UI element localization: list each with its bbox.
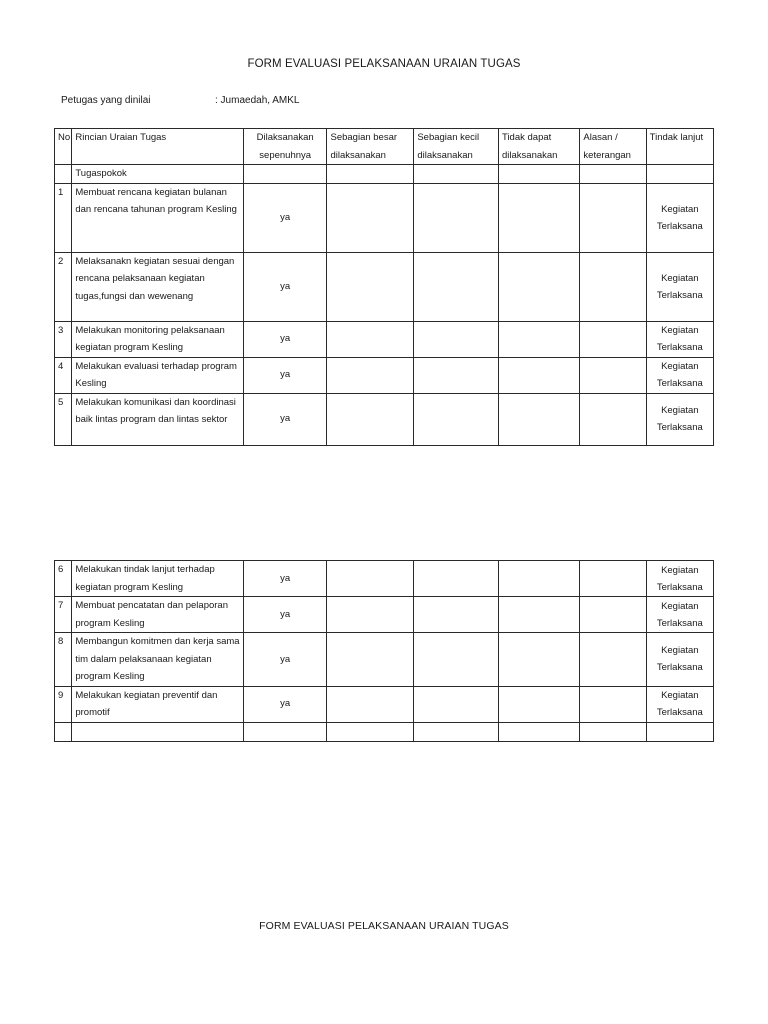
table-cell <box>414 183 499 252</box>
table-cell <box>414 357 499 393</box>
table-row <box>55 321 714 357</box>
table-cell <box>327 321 414 357</box>
row-follow-up: Kegiatan Terlaksana <box>646 686 713 722</box>
table-cell <box>414 686 499 722</box>
row-done-fully: ya <box>243 357 327 393</box>
row-done-fully: ya <box>243 321 327 357</box>
row-done-fully: ya <box>243 561 327 597</box>
table-cell <box>327 357 414 393</box>
row-number: 9 <box>55 686 72 722</box>
column-header-done-fully: Dilaksanakan sepenuhnya <box>243 129 327 165</box>
assessed-officer <box>61 95 300 106</box>
table-cell <box>414 165 499 184</box>
row-task: Membuat rencana kegiatan bulanan dan rencana tahunan program Kesling <box>72 183 244 252</box>
row-number: 6 <box>55 561 72 597</box>
table-cell <box>243 722 327 741</box>
table-row <box>55 561 714 597</box>
table-cell <box>414 252 499 321</box>
row-done-fully: ya <box>243 183 327 252</box>
table-cell <box>327 252 414 321</box>
table-row <box>55 686 714 722</box>
row-follow-up: Kegiatan Terlaksana <box>646 597 713 633</box>
column-header-no: No <box>55 129 72 165</box>
table-row <box>55 183 714 252</box>
empty-row <box>55 722 714 741</box>
row-number: 4 <box>55 357 72 393</box>
row-follow-up: Kegiatan Terlaksana <box>646 321 713 357</box>
row-follow-up: Kegiatan Terlaksana <box>646 252 713 321</box>
column-header-reason: Alasan / keterangan <box>580 129 646 165</box>
assessed-officer-value: : Jumaedah, AMKL <box>215 95 300 106</box>
table-cell <box>580 633 646 687</box>
column-header-follow-up: Tindak lanjut <box>646 129 713 165</box>
table-cell <box>646 722 713 741</box>
table-cell <box>499 393 580 445</box>
table-cell <box>499 357 580 393</box>
column-header-mostly-done: Sebagian besar dilaksanakan <box>327 129 414 165</box>
row-done-fully: ya <box>243 686 327 722</box>
table-cell <box>327 561 414 597</box>
row-done-fully: ya <box>243 633 327 687</box>
table-header-row <box>55 129 714 165</box>
page-title: FORM EVALUASI PELAKSANAAN URAIAN TUGAS <box>247 58 521 70</box>
table-row <box>55 393 714 445</box>
table-cell <box>55 722 72 741</box>
table-row <box>55 357 714 393</box>
table-cell <box>580 722 646 741</box>
table-cell <box>499 722 580 741</box>
table-cell <box>414 321 499 357</box>
column-header-task: Rincian Uraian Tugas <box>72 129 244 165</box>
table-cell <box>580 561 646 597</box>
table-cell <box>327 633 414 687</box>
row-follow-up: Kegiatan Terlaksana <box>646 561 713 597</box>
table-cell <box>499 165 580 184</box>
table-cell <box>646 165 713 184</box>
table-cell <box>414 722 499 741</box>
table-row <box>55 597 714 633</box>
table-cell <box>499 321 580 357</box>
row-number: 5 <box>55 393 72 445</box>
table-row <box>55 633 714 687</box>
table-cell <box>72 722 244 741</box>
evaluation-table <box>54 128 714 446</box>
table-cell <box>414 597 499 633</box>
table-cell <box>327 183 414 252</box>
table-cell <box>499 252 580 321</box>
table-cell <box>499 183 580 252</box>
row-done-fully: ya <box>243 252 327 321</box>
table-row <box>55 252 714 321</box>
row-task: Melakukan kegiatan preventif dan promotif <box>72 686 244 722</box>
table-cell <box>499 633 580 687</box>
row-task: Melakukan tindak lanjut terhadap kegiatan program Kesling <box>72 561 244 597</box>
row-task: Membangun komitmen dan kerja sama tim dalam pelaksanaan kegiatan program Kesling <box>72 633 244 687</box>
assessed-officer-label: Petugas yang dinilai <box>61 95 151 106</box>
table-cell <box>499 686 580 722</box>
row-number: 7 <box>55 597 72 633</box>
table-cell <box>580 686 646 722</box>
table-cell <box>580 321 646 357</box>
row-number: 8 <box>55 633 72 687</box>
row-task: Membuat pencatatan dan pelaporan program Kesling <box>72 597 244 633</box>
row-task: Melakukan monitoring pelaksanaan kegiatan program Kesling <box>72 321 244 357</box>
table-cell <box>499 597 580 633</box>
section-row <box>55 165 714 184</box>
row-follow-up: Kegiatan Terlaksana <box>646 183 713 252</box>
row-done-fully: ya <box>243 597 327 633</box>
row-follow-up: Kegiatan Terlaksana <box>646 357 713 393</box>
row-task: Melakukan evaluasi terhadap program Kesling <box>72 357 244 393</box>
table-cell <box>580 597 646 633</box>
row-follow-up: Kegiatan Terlaksana <box>646 393 713 445</box>
row-done-fully: ya <box>243 393 327 445</box>
row-number: 1 <box>55 183 72 252</box>
table-cell <box>327 597 414 633</box>
table-cell <box>580 183 646 252</box>
table-cell <box>414 393 499 445</box>
table-cell <box>55 165 72 184</box>
row-number: 3 <box>55 321 72 357</box>
table-cell <box>327 393 414 445</box>
table-cell <box>580 252 646 321</box>
row-task: Melaksanakn kegiatan sesuai dengan rencana pelaksanaan kegiatan tugas,fungsi dan wewenang <box>72 252 244 321</box>
table-cell <box>580 393 646 445</box>
table-cell <box>327 722 414 741</box>
row-task: Melakukan komunikasi dan koordinasi baik lintas program dan lintas sektor <box>72 393 244 445</box>
table-cell <box>499 561 580 597</box>
column-header-partly-done: Sebagian kecil dilaksanakan <box>414 129 499 165</box>
row-follow-up: Kegiatan Terlaksana <box>646 633 713 687</box>
table-cell <box>327 165 414 184</box>
section-label: Tugaspokok <box>72 165 244 184</box>
footer-title: FORM EVALUASI PELAKSANAAN URAIAN TUGAS <box>259 920 509 932</box>
table-cell <box>243 165 327 184</box>
row-number: 2 <box>55 252 72 321</box>
table-cell <box>327 686 414 722</box>
table-cell <box>580 357 646 393</box>
table-cell <box>580 165 646 184</box>
table-cell <box>414 633 499 687</box>
evaluation-table-continued <box>54 560 714 742</box>
table-cell <box>414 561 499 597</box>
column-header-not-done: Tidak dapat dilaksanakan <box>499 129 580 165</box>
